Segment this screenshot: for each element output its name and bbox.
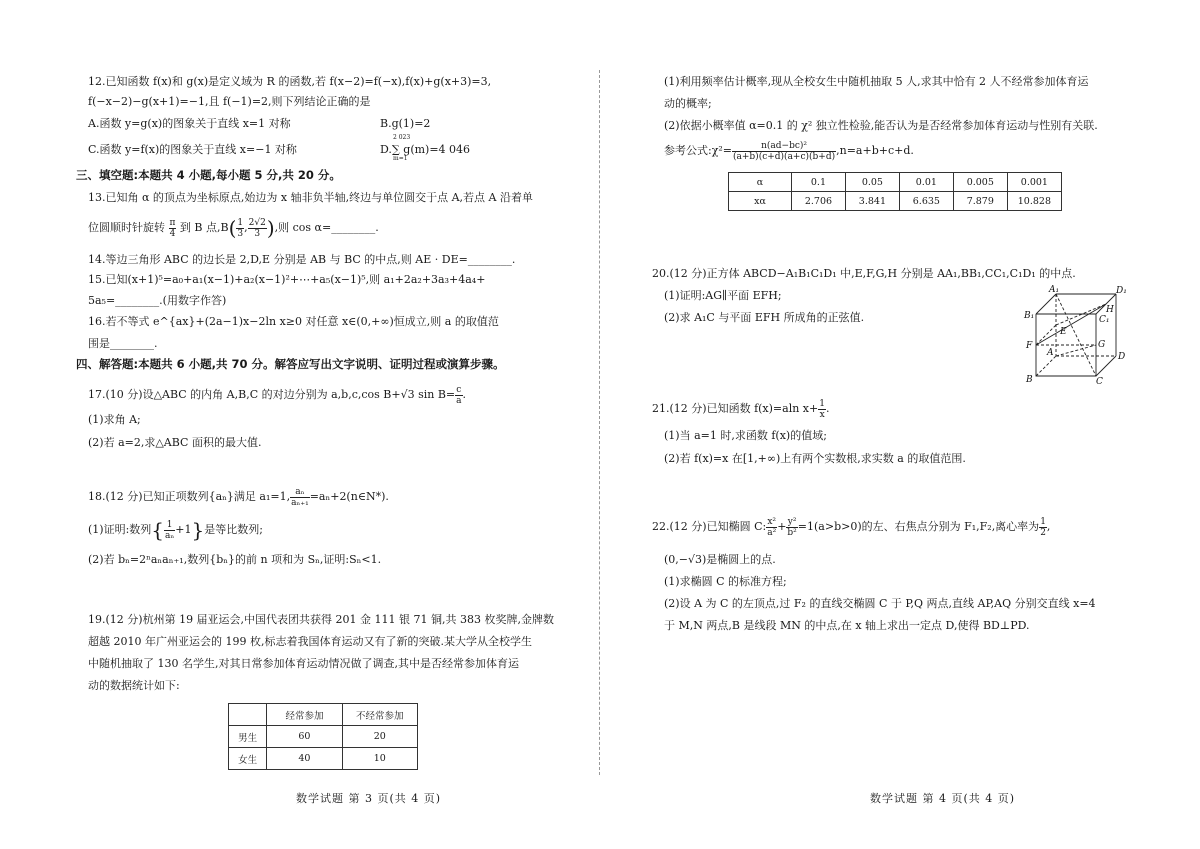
- q18-frac: [290, 487, 310, 508]
- q13-line1: 13.已知角 α 的顶点为坐标原点,始边为 x 轴非负半轴,终边与单位圆交于点 A,若点 A 沿着单: [88, 191, 533, 204]
- cube-label-d1: D₁: [1116, 286, 1127, 296]
- cube-label-h: H: [1106, 305, 1114, 315]
- q16-line2: 围是________.: [88, 337, 158, 350]
- q21-line1: [652, 397, 829, 421]
- q18-p1-text-c: 是等比数列;: [204, 523, 263, 536]
- cube-label-f: F: [1026, 341, 1033, 351]
- table-cell: xα: [729, 192, 792, 211]
- left-footer: 数学试题 第 3 页(共 4 页): [296, 792, 442, 805]
- q18-text-a: 18.(12 分)已知正项数列{aₙ}满足 a₁=1,: [88, 490, 291, 503]
- q19-data-table: [228, 703, 418, 770]
- q12-line2: f(−x−2)−g(x+1)=−1,且 f(−1)=2,则下列结论正确的是: [88, 95, 371, 108]
- table-row-label: 女生: [229, 748, 267, 770]
- cube-diagram: [1020, 284, 1130, 386]
- table-row: [229, 748, 418, 770]
- q21-frac: [818, 399, 826, 420]
- q12-sum-top: 2 023: [393, 134, 411, 141]
- table-row: [729, 192, 1062, 211]
- q22-text-b: =1(a>b>0)的左、右焦点分别为 F₁,F₂,离心率为: [797, 520, 1040, 533]
- cube-label-c: C: [1096, 377, 1103, 386]
- q22-frac-x-d: a²: [767, 527, 777, 538]
- q13-frac-pi-n: π: [169, 217, 176, 228]
- cube-label-e: E: [1060, 327, 1067, 337]
- q19-line2: 超越 2010 年广州亚运会的 199 枚,标志着我国体育运动又有了新的突破.某大学从全校学生: [88, 635, 532, 648]
- q21-part2: (2)若 f(x)=x 在[1,+∞)上有两个实数根,求实数 a 的取值范围.: [664, 452, 966, 465]
- q13-frac-pi-d: 4: [169, 228, 176, 239]
- q13-frac-pi: [169, 218, 177, 239]
- q17-frac-n: c: [456, 384, 462, 395]
- q21-part1: (1)当 a=1 时,求函数 f(x)的值域;: [664, 429, 827, 442]
- q21-frac-d: x: [819, 409, 825, 420]
- q12-option-d: D.∑ g(m)=4 046: [380, 143, 471, 156]
- chi-square-table: [728, 172, 1062, 211]
- q13-text-b: 到 B 点,B: [179, 221, 229, 234]
- table-cell: 7.879: [953, 192, 1007, 211]
- cube-label-a1: A₁: [1049, 285, 1060, 295]
- q22-frac-y: [786, 517, 797, 538]
- table-cell: 0.05: [845, 173, 899, 192]
- q18-p1-frac-n: 1: [164, 520, 175, 531]
- q13-frac-bx-d: 3: [237, 228, 244, 239]
- cube-edge-b1a1: [1036, 294, 1056, 314]
- q22-part1: (1)求椭圆 C 的标准方程;: [664, 575, 787, 588]
- q18-frac-n: aₙ: [290, 487, 310, 498]
- formula-frac: [732, 141, 836, 162]
- q12-line1: 12.已知函数 f(x)和 g(x)是定义域为 R 的函数,若 f(x−2)=f(−x),f(x)+g(x+3)=3,: [88, 75, 492, 88]
- q18-p1-frac: [164, 520, 175, 541]
- q18-line1: [88, 485, 389, 509]
- table-cell: α: [729, 173, 792, 192]
- q22-frac-e-n: 1: [1040, 516, 1046, 527]
- q16-line1: 16.若不等式 e^{ax}+(2a−1)x−2ln x≥0 对任意 x∈(0,+∞)恒成立,则 a 的取值范: [88, 315, 499, 328]
- q22-text-c: ,: [1046, 520, 1051, 533]
- q22-plus: +: [777, 520, 787, 533]
- q17-text-a: 17.(10 分)设△ABC 的内角 A,B,C 的对边分别为 a,b,c,cos B+√3 sin B=: [88, 388, 456, 401]
- cube-label-c1: C₁: [1099, 315, 1110, 325]
- q22-frac-x-n: x²: [767, 516, 777, 527]
- q13-frac-by-n: 2√2: [248, 217, 266, 228]
- q20-part1: (1)证明:AG∥平面 EFH;: [664, 289, 782, 302]
- table-cell: 0.1: [791, 173, 845, 192]
- table-cell: 10.828: [1007, 192, 1061, 211]
- q18-p1-text-a: (1)证明:数列: [88, 523, 152, 536]
- q18-part1: (1)证明:数列{ $\frac{1}{\text{aₙ}}$ +1}是等比数列;: [88, 518, 263, 542]
- q19-part1-line2: 动的概率;: [664, 97, 712, 110]
- table-cell: 60: [267, 726, 342, 748]
- q12-option-a: A.函数 y=g(x)的图象关于直线 x=1 对称: [88, 117, 291, 130]
- q13-text-a: 位圆顺时针旋转: [88, 221, 165, 234]
- q19-line4: 动的数据统计如下:: [88, 679, 180, 692]
- q20-part2: (2)求 A₁C 与平面 EFH 所成角的正弦值.: [664, 311, 865, 324]
- q17-frac: [455, 385, 462, 406]
- table-cell: 0.001: [1007, 173, 1061, 192]
- q13-frac-bx: [236, 218, 244, 239]
- table-cell: 3.841: [845, 192, 899, 211]
- formula-frac-d: (a+b)(c+d)(a+c)(b+d): [733, 151, 836, 162]
- q22-part2-line1: (2)设 A 为 C 的左顶点,过 F₂ 的直线交椭圆 C 于 P,Q 两点,直线 AP,AQ 分别交直线 x=4: [664, 597, 1096, 610]
- table-corner: [229, 704, 267, 726]
- q13-line2: 位圆顺时针旋转 $\frac{\pi}{4}$ 到 B 点,B( $\frac{1}{3}$ , $\frac{2√2}{3}$ ),则 cos α=________.: [88, 216, 379, 240]
- q22-frac-e-d: 2: [1040, 527, 1046, 538]
- q13-frac-bx-n: 1: [237, 217, 244, 228]
- right-page: [600, 0, 1200, 849]
- table-cell: 6.635: [899, 192, 953, 211]
- q22-part2-line2: 于 M,N 两点,B 是线段 MN 的中点,在 x 轴上求出一定点 D,使得 BD⊥PD.: [664, 619, 1030, 632]
- q13-frac-by: [248, 218, 267, 239]
- table-cell: 20: [342, 726, 417, 748]
- q18-p1-text-b: +1: [175, 523, 192, 536]
- q12-option-c: C.函数 y=f(x)的图象关于直线 x=−1 对称: [88, 143, 297, 156]
- q19-line3: 中随机抽取了 130 名学生,对其日常参加体育运动情况做了调查,其中是否经常参加体育运: [88, 657, 519, 670]
- table-row-label: 男生: [229, 726, 267, 748]
- section3-heading: 三、填空题:本题共 4 小题,每小题 5 分,共 20 分。: [76, 168, 341, 182]
- table-row: [229, 726, 418, 748]
- table-header: 经常参加: [267, 704, 342, 726]
- cube-label-a: A: [1047, 348, 1054, 358]
- q17-part1: (1)求角 A;: [88, 413, 141, 426]
- table-cell: 0.005: [953, 173, 1007, 192]
- cube-label-b: B: [1026, 375, 1033, 385]
- q13-frac-by-d: 3: [254, 228, 261, 239]
- q21-frac-n: 1: [819, 398, 825, 409]
- formula-line: [664, 138, 914, 164]
- table-cell: 10: [342, 748, 417, 770]
- table-cell: 0.01: [899, 173, 953, 192]
- right-footer: 数学试题 第 4 页(共 4 页): [870, 792, 1016, 805]
- cube-edge-cd: [1096, 356, 1116, 376]
- q22-line2: (0,−√3)是椭圆上的点.: [664, 553, 776, 566]
- q20-line1: 20.(12 分)正方体 ABCD−A₁B₁C₁D₁ 中,E,F,G,H 分别是 AA₁,BB₁,CC₁,C₁D₁ 的中点.: [652, 267, 1076, 280]
- q22-line1: [652, 514, 1050, 540]
- q22-frac-x: [766, 517, 777, 538]
- q13-text-c: ,则 cos α=________.: [274, 221, 379, 234]
- cube-label-g: G: [1098, 340, 1106, 350]
- table-row: [729, 173, 1062, 192]
- q18-frac-d: aₙ₊₁: [291, 497, 309, 508]
- q21-text-b: .: [825, 402, 830, 415]
- q19-part2: (2)依据小概率值 α=0.1 的 χ² 独立性检验,能否认为是否经常参加体育运动与性别有关联.: [664, 119, 1098, 132]
- table-cell: 40: [267, 748, 342, 770]
- q17-frac-d: a: [456, 395, 462, 406]
- q19-line1: 19.(12 分)杭州第 19 届亚运会,中国代表团共获得 201 金 111 银 71 铜,共 383 枚奖牌,金牌数: [88, 613, 555, 626]
- cube-line-fh: [1036, 304, 1106, 345]
- q22-text-a: 22.(12 分)已知椭圆 C:: [652, 520, 767, 533]
- q17-line1: [88, 384, 466, 406]
- q12-sum-bottom: m=1: [393, 155, 408, 162]
- formula-frac-n: n(ad−bc)²: [732, 141, 836, 152]
- formula-label: 参考公式:χ²=: [664, 144, 732, 157]
- cube-label-d: D: [1118, 352, 1126, 362]
- table-header: 不经常参加: [342, 704, 417, 726]
- q22-frac-e: [1039, 517, 1047, 538]
- cube-label-b1: B₁: [1024, 311, 1035, 321]
- q19-part1-line1: (1)利用频率估计概率,现从全校女生中随机抽取 5 人,求其中恰有 2 人不经常参加体育运: [664, 75, 1089, 88]
- table-cell: 2.706: [791, 192, 845, 211]
- q14-line: 14.等边三角形 ABC 的边长是 2,D,E 分别是 AB 与 BC 的中点,则 AE · DE=________.: [88, 253, 516, 266]
- q18-part2: (2)若 bₙ=2ⁿaₙaₙ₊₁,数列{bₙ}的前 n 项和为 Sₙ,证明:Sₙ<1.: [88, 553, 382, 566]
- q17-text-b: .: [462, 388, 466, 401]
- cube-line-ag: [1056, 345, 1096, 356]
- q15-line1: 15.已知(x+1)⁵=a₀+a₁(x−1)+a₂(x−1)²+⋯+a₅(x−1)⁵,则 a₁+2a₂+3a₃+4a₄+: [88, 273, 486, 286]
- q18-p1-frac-d: aₙ: [165, 530, 175, 541]
- q15-line2: 5a₅=________.(用数字作答): [88, 294, 227, 307]
- section4-heading: 四、解答题:本题共 6 小题,共 70 分。解答应写出文字说明、证明过程或演算步骤。: [76, 357, 505, 371]
- cube-hidden-edge-ba: [1036, 356, 1056, 376]
- q22-frac-y-n: y²: [787, 516, 797, 527]
- formula-tail: ,n=a+b+c+d.: [836, 144, 914, 157]
- q21-text-a: 21.(12 分)已知函数 f(x)=aln x+: [652, 402, 819, 415]
- q17-part2: (2)若 a=2,求△ABC 面积的最大值.: [88, 436, 262, 449]
- q12-option-b: B.g(1)=2: [380, 117, 431, 130]
- q18-text-b: =aₙ+2(n∈N*).: [309, 490, 389, 503]
- q22-frac-y-d: b²: [787, 527, 797, 538]
